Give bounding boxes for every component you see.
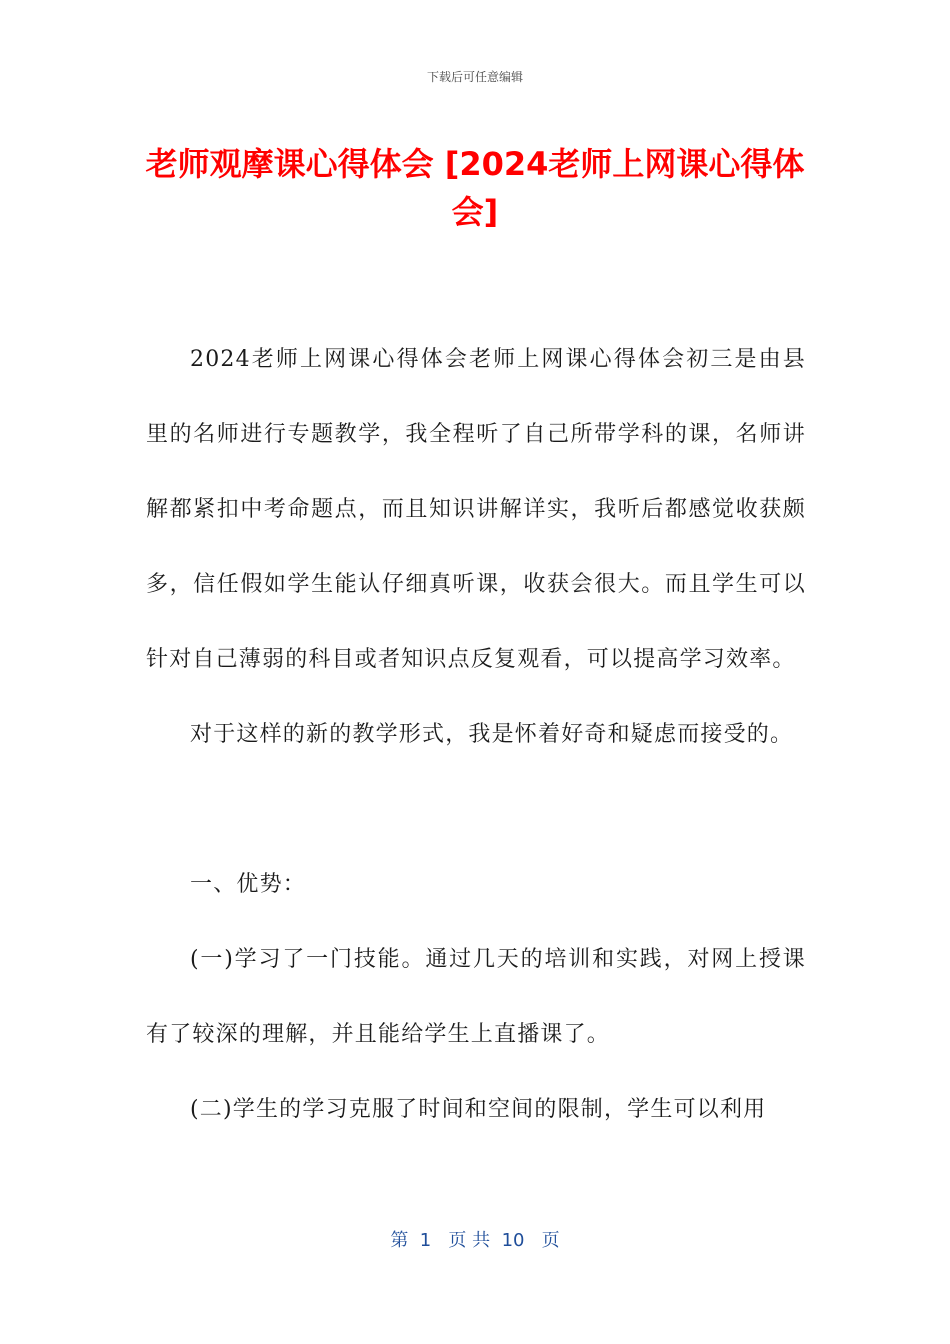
paragraph-advantage-2: (二)学生的学习克服了时间和空间的限制，学生可以利用 <box>190 1097 767 1122</box>
paragraph-attitude: 对于这样的新的教学形式，我是怀着好奇和疑虑而接受的。 <box>190 722 794 747</box>
document-body <box>146 322 806 1147</box>
paragraph-advantage-1: (一)学习了一门技能。通过几天的培训和实践，对网上授课有了较深的理解，并且能给学生上直播课了。 <box>146 947 806 1047</box>
header-note: 下载后可任意编辑 <box>426 70 523 84</box>
page-number-footer: 第 1 页 共 10 页 <box>390 1230 560 1251</box>
document-title: 老师观摩课心得体会 [2024老师上网课心得体会] <box>145 145 805 231</box>
paragraph-intro: 2024老师上网课心得体会老师上网课心得体会初三是由县里的名师进行专题教学，我全程听了自己所带学科的课，名师讲解都紧扣中考命题点，而且知识讲解详实，我听后都感觉收获颇多，信任假如学生能认仔细真听课，收获会很大。而且学生可以针对自己薄弱的科目或者知识点反复观看，可以提高学习效率。 <box>146 347 806 672</box>
section-heading-advantages: 一、优势： <box>190 872 307 897</box>
